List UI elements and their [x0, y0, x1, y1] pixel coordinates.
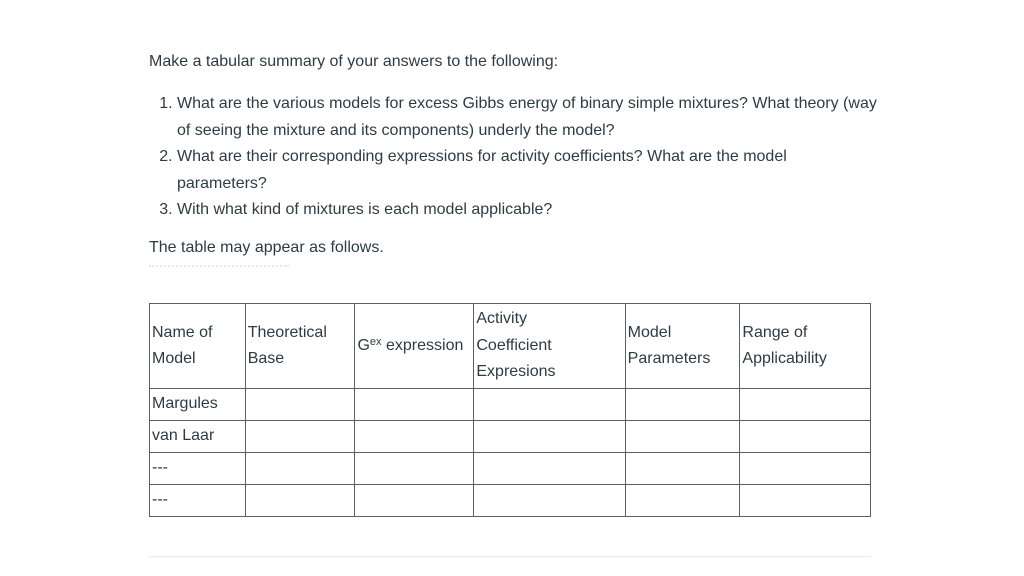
- header-theoretical-base: Theoretical Base: [245, 304, 355, 389]
- row-model-name: ---: [150, 453, 246, 485]
- row-model-name: ---: [150, 485, 246, 517]
- header-range-of-applicability: Range of Applicability: [740, 304, 871, 389]
- header-activity-coefficient: Activity Coefficient Expresions: [474, 304, 625, 389]
- row-model-name: van Laar: [150, 421, 246, 453]
- intro-text: Make a tabular summary of your answers to the following:: [149, 53, 559, 70]
- question-item: 2. What are their corresponding expressions for activity coefficients? What are the model parameters?: [177, 144, 877, 197]
- faint-divider: [149, 262, 299, 268]
- question-item: 1. What are the various models for excess Gibbs energy of binary simple mixtures? What theory (way of seeing the mixture and its components) underly the model?: [177, 91, 877, 144]
- table-row: [150, 485, 871, 517]
- header-name-of-model: Name of Model: [150, 304, 246, 389]
- table-row: [150, 453, 871, 485]
- summary-table: [149, 303, 871, 517]
- outro-text: The table may appear as follows.: [149, 239, 384, 256]
- bottom-divider: [149, 556, 871, 557]
- table-header-row: [150, 304, 871, 389]
- row-model-name: Margules: [150, 389, 246, 421]
- table-row: [150, 421, 871, 453]
- question-item: 3. With what kind of mixtures is each model applicable?: [177, 197, 877, 224]
- header-gex-expression: $G^{ex}$ expression: [355, 304, 474, 389]
- table-row: [150, 389, 871, 421]
- header-model-parameters: Model Parameters: [625, 304, 740, 389]
- question-list: [149, 91, 877, 224]
